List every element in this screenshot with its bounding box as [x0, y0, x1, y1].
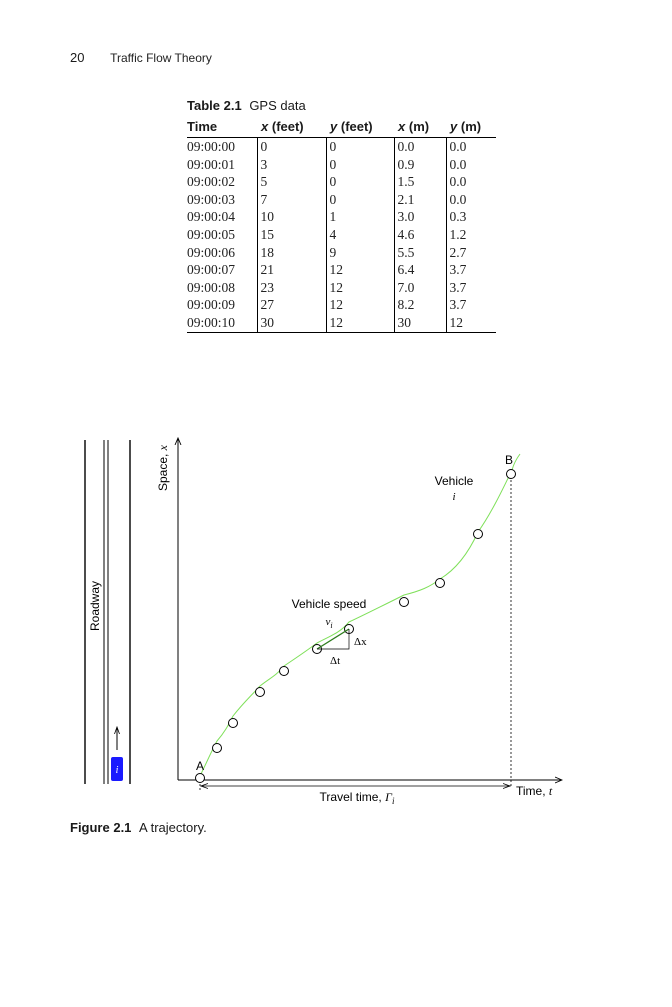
table-cell: 6.4 — [394, 261, 446, 279]
table-cell: 09:00:07 — [187, 261, 257, 279]
x-axis-label: Time, t — [516, 784, 553, 798]
point-b-label: B — [504, 453, 514, 467]
table-cell: 18 — [257, 244, 326, 262]
table-cell: 12 — [446, 314, 496, 332]
book-title: Traffic Flow Theory — [110, 51, 212, 65]
trajectory-point — [229, 719, 238, 728]
trajectory-curve — [199, 454, 520, 778]
trajectory-point — [400, 598, 409, 607]
table-cell: 3.7 — [449, 262, 467, 278]
table-cell: 0 — [326, 156, 394, 174]
table-cell: 2.7 — [449, 244, 467, 260]
header-x-m: x (m) — [394, 116, 446, 138]
delta-t-label: Δt — [330, 655, 341, 667]
table-cell: 3.0 — [394, 208, 446, 226]
trajectory-point — [196, 774, 205, 783]
speed-label: Vehicle speed — [291, 597, 367, 611]
point-a-label: A — [195, 759, 205, 773]
header-time: Time — [187, 116, 257, 138]
table-cell: 7.0 — [394, 279, 446, 297]
table-cell: 0.0 — [449, 139, 467, 154]
table-cell: 3.7 — [449, 279, 467, 295]
table-cell: 0.3 — [449, 209, 467, 225]
table-cell: 4 — [326, 226, 394, 244]
table-cell: 27 — [257, 296, 326, 314]
table-cell: 3.7 — [449, 297, 467, 313]
trajectory-point — [436, 579, 445, 588]
figure-caption — [70, 820, 207, 835]
figure-label: Figure 2.1 — [70, 820, 132, 835]
table-cell: 3 — [257, 156, 326, 174]
table-cell: 0 — [326, 138, 394, 156]
trajectory-point — [280, 667, 289, 676]
table-cell: 12 — [326, 296, 394, 314]
table-cell: 5 — [257, 173, 326, 191]
trajectory-point — [507, 470, 516, 479]
table-cell: 0.0 — [394, 138, 446, 156]
trajectory-points — [196, 470, 516, 783]
speed-segment — [317, 629, 349, 649]
table-caption-text: GPS data — [249, 98, 306, 113]
table-cell: 1.5 — [394, 173, 446, 191]
table-cell: 30 — [394, 314, 446, 332]
figure-caption-text: A trajectory. — [139, 820, 207, 835]
table-cell: 09:00:08 — [187, 279, 257, 297]
table-cell: 09:00:03 — [187, 191, 257, 209]
table-label: Table 2.1 — [187, 98, 242, 113]
roadway — [85, 440, 130, 784]
travel-time-label: Travel time, $\Gamma_i$ — [319, 790, 395, 806]
table-cell: 09:00:09 — [187, 296, 257, 314]
table-cell: 15 — [257, 226, 326, 244]
table-cell: 23 — [257, 279, 326, 297]
table-cell: 0.0 — [449, 174, 467, 190]
table-cell: 8.2 — [394, 296, 446, 314]
table-cell: 0 — [326, 191, 394, 209]
table-cell: 21 — [257, 261, 326, 279]
header-x-feet: x (feet) — [257, 116, 326, 138]
speed-symbol: $v_i$ — [325, 616, 333, 630]
table-cell: 0 — [326, 173, 394, 191]
trajectory-point — [474, 530, 483, 539]
table-cell: 0.0 — [449, 156, 467, 172]
table-cell: 09:00:01 — [187, 156, 257, 174]
roadway-label: Roadway — [88, 580, 102, 632]
table-cell: 0.0 — [449, 191, 467, 207]
table-cell: 12 — [326, 261, 394, 279]
table-cell: 7 — [257, 191, 326, 209]
table-cell: 09:00:10 — [187, 314, 257, 332]
trajectory-point — [213, 744, 222, 753]
table-cell: 10 — [257, 208, 326, 226]
table-cell: 0.9 — [394, 156, 446, 174]
table-cell: 4.6 — [394, 226, 446, 244]
header-y-m: y (m) — [446, 116, 496, 138]
table-cell: 09:00:04 — [187, 208, 257, 226]
y-axis-label: Space, x — [156, 444, 170, 492]
table-cell: 0 — [257, 138, 326, 156]
table-cell: 12 — [326, 314, 394, 332]
trajectory-point — [256, 688, 265, 697]
delta-x-label: Δx — [354, 636, 367, 648]
table-cell: 09:00:00 — [187, 138, 257, 156]
page-number: 20 — [70, 50, 85, 65]
table-cell: 1 — [326, 208, 394, 226]
table-cell: 09:00:02 — [187, 173, 257, 191]
table-cell: 2.1 — [394, 191, 446, 209]
table-cell: 9 — [326, 244, 394, 262]
table-cell: 5.5 — [394, 244, 446, 262]
table-cell: 12 — [326, 279, 394, 297]
vehicle-symbol: i — [452, 491, 456, 503]
vehicle-label: Vehicle — [434, 474, 474, 488]
table-cell: 30 — [257, 314, 326, 332]
table-cell: 1.2 — [449, 226, 467, 242]
header-y-feet: y (feet) — [326, 116, 394, 138]
vehicle-marker-label: i — [115, 765, 119, 776]
table-cell: 09:00:06 — [187, 244, 257, 262]
table-cell: 09:00:05 — [187, 226, 257, 244]
